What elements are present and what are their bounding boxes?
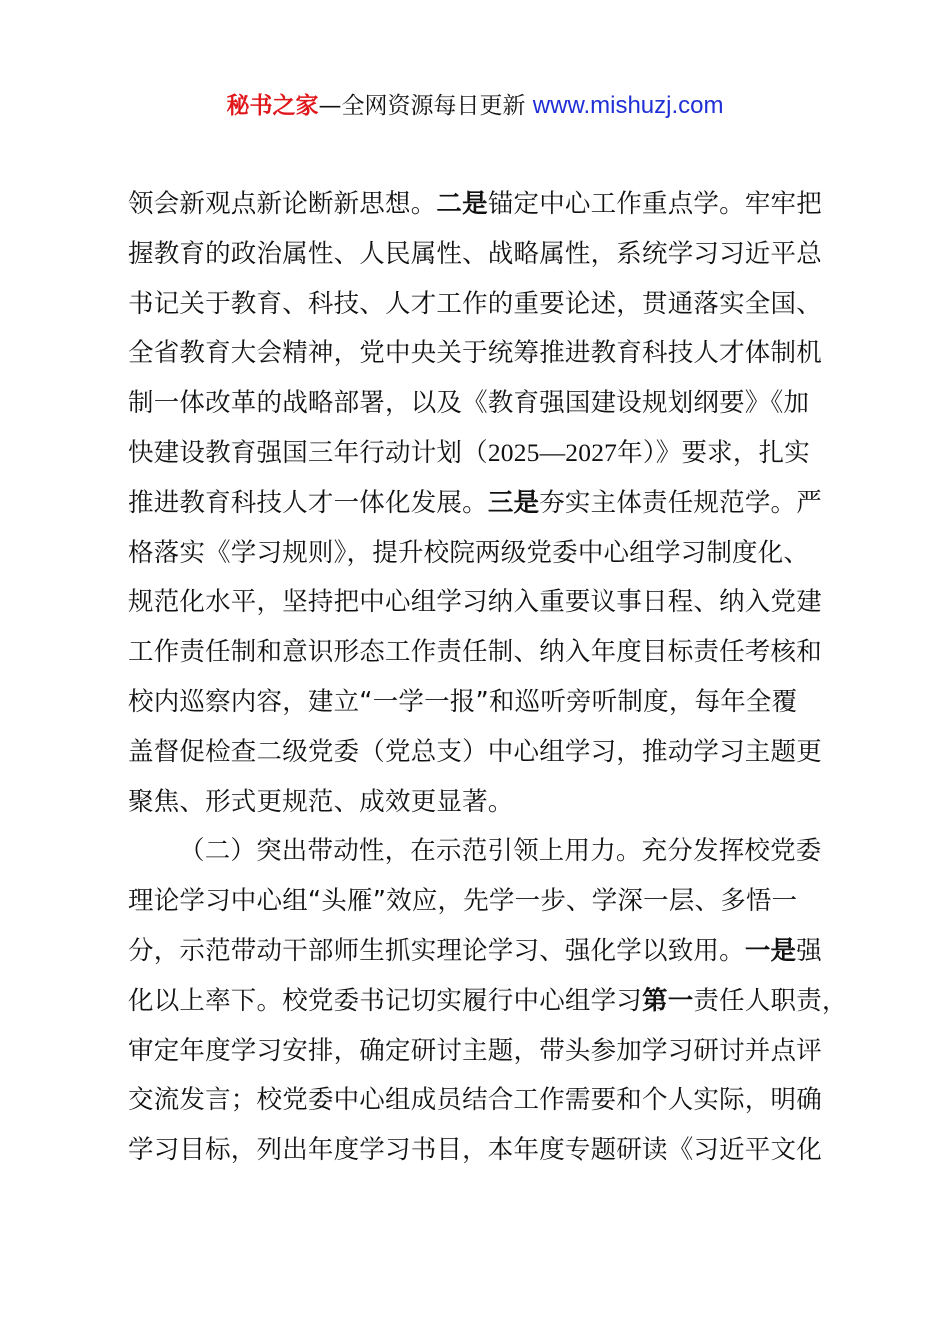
text-run: 推进教育科技人才一体化发展。: [128, 487, 488, 518]
body-line: [128, 730, 838, 780]
document-body: [128, 182, 848, 1178]
text-run: 快建设教育强国三年行动计划（: [128, 437, 488, 468]
bold-marker: 第一: [642, 985, 694, 1016]
text-run: 审定年度学习安排，确定研讨主题，带头参加学习研讨并点评: [128, 1035, 822, 1066]
text-run: 交流发言；校党委中心组成员结合工作需要和个人实际，明确: [128, 1085, 822, 1116]
text-run: 年）》要求，扎实: [617, 437, 810, 468]
body-line: [128, 580, 838, 630]
text-run: 分，示范带动干部师生抓实理论学习、强化学以致用。: [128, 935, 745, 966]
body-line: [128, 531, 838, 581]
year-range: 2025—2027: [487, 437, 618, 467]
text-run: 理论学习中心组“头雁”效应，先学一步、学深一层、多悟一: [128, 886, 798, 917]
text-run: 格落实《学习规则》，提升校院两级党委中心组学习制度化、: [128, 537, 810, 568]
text-run: （二）突出带动性，在示范引领上用力。充分发挥校党委: [179, 836, 822, 867]
text-run: 责任人职责，: [693, 985, 848, 1016]
text-run: 全省教育大会精神，党中央关于统筹推进教育科技人才体制机: [128, 338, 822, 369]
body-line: [128, 1078, 838, 1128]
body-line: [128, 431, 838, 481]
text-run: 校内巡察内容，建立“一学一报”和巡听旁听制度，每年全覆: [128, 686, 798, 717]
text-run: 聚焦、形式更规范、成效更显著。: [128, 786, 514, 817]
body-line: [128, 481, 838, 531]
text-run: 握教育的政治属性、人民属性、战略属性，系统学习习近平总: [128, 238, 822, 269]
site-header: [0, 88, 950, 124]
body-line: [128, 680, 838, 730]
bold-marker: 三是: [487, 487, 540, 518]
text-run: 制一体改革的战略部署，以及《教育强国建设规划纲要》《加: [128, 388, 810, 419]
text-run: 工作责任制和意识形态工作责任制、纳入年度目标责任考核和: [128, 637, 822, 668]
body-line: [128, 1029, 838, 1079]
bold-marker: 二是: [436, 189, 488, 219]
brand-name: 秘书之家: [226, 93, 319, 119]
body-line: [128, 182, 838, 232]
bold-marker: 一是: [744, 935, 797, 966]
body-line: [128, 232, 838, 282]
text-run: 强: [796, 935, 822, 966]
header-slogan: —全网资源每日更新: [318, 93, 533, 119]
body-line: [128, 929, 838, 979]
body-line: [128, 1128, 838, 1178]
body-line: [128, 381, 838, 431]
text-run: 规范化水平，坚持把中心组学习纳入重要议事日程、纳入党建: [128, 587, 822, 618]
body-line: [128, 282, 838, 332]
body-line: [128, 331, 838, 381]
body-line: [128, 979, 848, 1029]
text-run: 锚定中心工作重点学。牢牢把: [487, 189, 822, 219]
text-run: 夯实主体责任规范学。严: [539, 487, 822, 518]
text-run: 学习目标，列出年度学习书目，本年度专题研读《习近平文化: [128, 1135, 822, 1166]
text-run: 化以上率下。校党委书记切实履行中心组学习: [128, 985, 643, 1016]
text-run: 盖督促检查二级党委（党总支）中心组学习，推动学习主题更: [128, 736, 822, 767]
site-url-link[interactable]: www.mishuzj.com: [532, 92, 724, 119]
text-run: 领会新观点新论断新思想。: [128, 189, 437, 219]
text-run: 书记关于教育、科技、人才工作的重要论述，贯通落实全国、: [128, 288, 822, 319]
section-heading-line: [128, 829, 838, 879]
body-line: [128, 879, 838, 929]
body-line: [128, 630, 838, 680]
body-line: [128, 780, 838, 830]
